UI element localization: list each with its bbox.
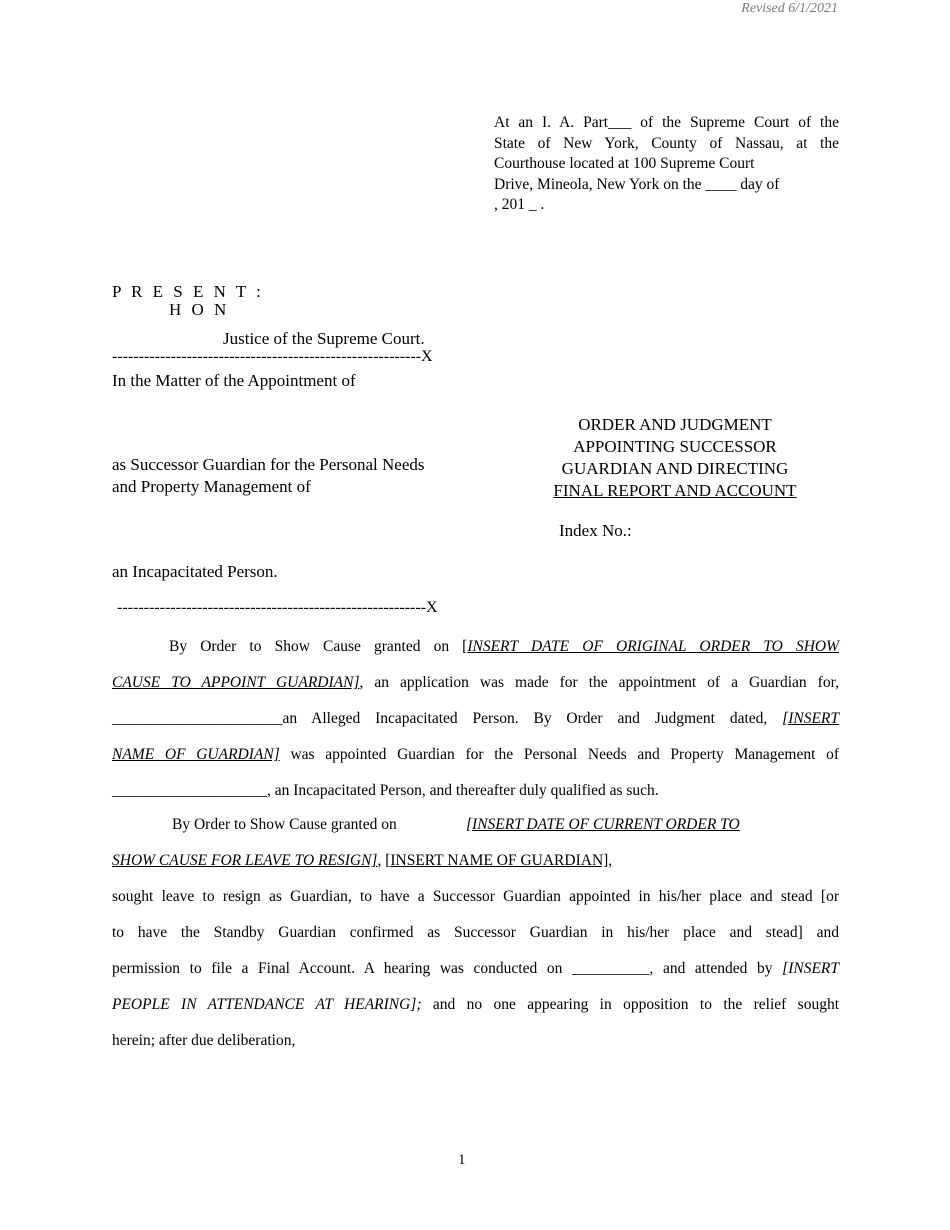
- p1-line-5: ____________________, an Incapacitated Person, and thereafter duly qualified as such.: [112, 782, 659, 799]
- page-number: 1: [458, 1152, 466, 1168]
- present-label: P R E S E N T :: [112, 282, 264, 301]
- title-line-2: APPOINTING SUCCESSOR: [573, 437, 777, 456]
- part-line-4: Drive, Mineola, New York on the ____ day of: [494, 175, 780, 193]
- p1-l2-text: , an application was made for the appointment of a Guardian for,: [359, 674, 839, 691]
- p2-line-1: [112, 807, 839, 843]
- p2-l5-insert: [INSERT: [782, 960, 839, 977]
- p2-line-7: herein; after due deliberation,: [112, 1032, 296, 1049]
- p2-line-3: sought leave to resign as Guardian, to have a Successor Guardian appointed in his/her place and stead [or: [112, 888, 839, 905]
- p2-l1-text: By Order to Show Cause granted on: [172, 816, 397, 833]
- court-part-block: [494, 113, 839, 216]
- p2-l6-insert: PEOPLE IN ATTENDANCE AT HEARING];: [112, 996, 422, 1013]
- p2-l2-text: , [: [377, 852, 391, 869]
- title-line-3: GUARDIAN AND DIRECTING: [561, 459, 789, 478]
- paragraph-original-order: [112, 629, 839, 809]
- matter-heading: In the Matter of the Appointment of: [112, 371, 356, 390]
- caption-separator-top: ----------------------------------------------------------X: [112, 348, 433, 365]
- p1-line-1: [112, 629, 839, 665]
- part-line-5: , 201 _ .: [494, 196, 545, 213]
- p2-l2-guardian: INSERT NAME OF GUARDIAN],: [390, 852, 613, 869]
- p1-l1-text: By Order to Show Cause granted on [: [169, 638, 468, 655]
- p2-line-5: [112, 951, 839, 987]
- p2-line-6: [112, 987, 839, 1023]
- title-line-1: ORDER AND JUDGMENT: [578, 415, 772, 434]
- incapacitated-person-label: an Incapacitated Person.: [112, 562, 278, 581]
- revised-date: Revised 6/1/2021: [741, 1, 838, 16]
- successor-guardian-line-2: and Property Management of: [112, 477, 311, 496]
- p1-l3-text: ______________________an Alleged Incapacitated Person. By Order and Judgment dated,: [112, 710, 783, 727]
- p1-l3-insert: [INSERT: [782, 710, 839, 727]
- part-line-3: Courthouse located at 100 Supreme Court: [494, 155, 755, 172]
- p2-l5-text: permission to file a Final Account. A hearing was conducted on __________, and attended by: [112, 960, 783, 977]
- p1-l2-insert: CAUSE TO APPOINT GUARDIAN]: [112, 674, 360, 691]
- p1-l4-text: was appointed Guardian for the Personal Needs and Property Management of: [279, 746, 840, 763]
- p2-line-4: to have the Standby Guardian confirmed as Successor Guardian in his/her place and stead] and: [112, 924, 839, 941]
- p2-line-2: [112, 843, 839, 879]
- part-line-2: State of New York, County of Nassau, at the: [494, 134, 839, 152]
- document-title: [520, 414, 830, 502]
- paragraph-resignation-order: [112, 807, 839, 1059]
- part-line-1: At an I. A. Part___ of the Supreme Court of the: [494, 114, 839, 131]
- justice-label: Justice of the Supreme Court.: [223, 329, 425, 348]
- title-line-4: FINAL REPORT AND ACCOUNT: [553, 481, 797, 500]
- caption-separator-bottom: ----------------------------------------------------------X: [117, 599, 438, 616]
- successor-guardian-line-1: as Successor Guardian for the Personal Needs: [112, 455, 425, 474]
- p1-line-3: [112, 701, 839, 737]
- p1-l4-insert: NAME OF GUARDIAN]: [112, 746, 280, 763]
- p2-l2-insert: SHOW CAUSE FOR LEAVE TO RESIGN]: [112, 852, 378, 869]
- p1-line-2: [112, 665, 839, 701]
- index-number-label: Index No.:: [559, 521, 632, 540]
- p2-l6-text: and no one appearing in opposition to the relief sought: [421, 996, 840, 1013]
- p1-line-4: [112, 737, 839, 773]
- hon-label: H O N: [169, 300, 230, 319]
- p2-l1-insert: [INSERT DATE OF CURRENT ORDER TO: [466, 816, 740, 833]
- p1-l1-insert: INSERT DATE OF ORIGINAL ORDER TO SHOW: [467, 638, 840, 655]
